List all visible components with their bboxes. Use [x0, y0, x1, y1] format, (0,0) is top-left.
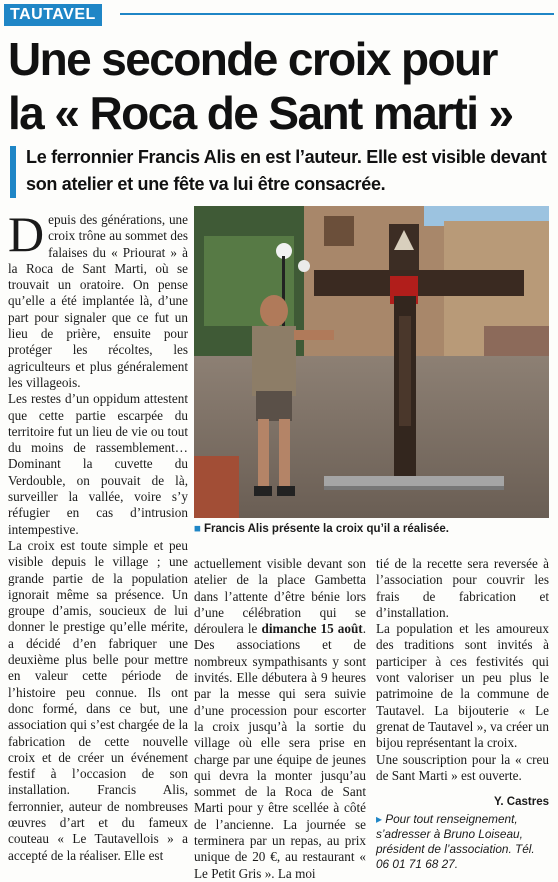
photo-caption-text: Francis Alis présente la croix qu’il a réalisée. [203, 523, 449, 535]
author-signature: Y. Castres [494, 796, 549, 809]
deck-subtitle: Le ferronnier Francis Alis en est l’auteur. Elle est visible devant son atelier et une fête va lui être consacrée. [26, 147, 547, 194]
article-column-3 [376, 556, 549, 872]
caption-marker: ■ [194, 523, 201, 535]
article-column-2 [194, 556, 366, 882]
drop-cap: D [8, 206, 45, 262]
photo-caption [194, 522, 549, 536]
headline-line-1: Une seconde croix pour [8, 33, 497, 85]
info-marker: ▸ [376, 812, 386, 827]
headline-line-2: la « Roca de Sant marti » [8, 87, 513, 139]
section-rule [120, 13, 554, 15]
paragraph-subscription: Une souscription pour la « creu de Sant Marti » est ouverte. [376, 751, 549, 783]
info-note-text: Pour tout renseignement, s’adresser à Bruno Loiseau, président de l’association. Tél. 06 01 71 68 27. [376, 812, 535, 872]
paragraph-oppidum: Les restes d’un oppidum attestent que cette partie escarpée du territoire fut un lieu de vie ou tout du moins de rassemblement… Dominant la cuvette du Verdouble, on pouvait de là, surveiller la vallée, voire s’y réfugier en cas d’intrusion intempestive. [8, 391, 188, 537]
paragraph-intro-text: epuis des générations, une croix trône au sommet des falaises du « Priourat » à la Roca de Sant Marti, où se trouvait un oratoire. On pense qu’elle a été implantée là, d’une part pour signaler que ce fut un lieu de prière, ensuite pour protéger les récoltes, les agriculteurs et plus généralement les villageois. [8, 212, 188, 390]
cross-photo-image [194, 206, 549, 518]
paragraph-population: La population et les amoureux des traditions sont invités à participer à ces festivités qui vont valoriser un peu plus le patrimoine de la commune de Tautavel. La bijouterie « Le grenat de Tautavel », va créer un bijou représentant la croix. [376, 621, 549, 751]
article-column-1 [8, 206, 188, 864]
celebration-text-b: . Des associations et de nombreux sympathisants y sont invités. Elle débutera à 9 heures par la messe qui sera suivie d’une procession pour escorter la croix jusqu’à la sortie du village où elle sera prise en charge par une équipe de jeunes qui devra la monter jusqu’au sommet de la Roca de Sant Marti pour y être scellée à côté de l’ancienne. La journée se terminera par un repas, au prix unique de 20 €, au restaurant « Le Petit Gris ». La moi [194, 621, 366, 881]
paragraph-intro [8, 206, 188, 391]
section-tag: TAUTAVEL [4, 4, 102, 26]
article-photo [194, 206, 549, 518]
celebration-date: dimanche 15 août [261, 621, 363, 637]
paragraph-celebration [194, 556, 366, 882]
paragraph-proceeds: tié de la recette sera reversée à l’association pour couvrir les frais de fabrication et d’installation. [376, 556, 549, 620]
celebration-text-a: actuellement visible devant son atelier de la place Gambetta dans l’attente d’être bénie lors d’une célébration qui se déroulera le [194, 556, 366, 637]
headline [8, 32, 554, 140]
paragraph-association: La croix est toute simple et peu visible depuis le village ; une grande partie de la population ignorait même sa présence. Un groupe d’amis, soucieux de lui donner le prestige qu’elle mérite, a décidé d’en fabriquer une deuxième plus belle pour mettre en valeur cette période de l’histoire peu connue. Ils ont donc formé, dans ce but, une association qui s’est chargée de la fabrication de cette nouvelle croix et de créer un événement festif à l’occasion de son installation. Francis Alis, ferronnier, auteur de nombreuses œuvres d’art et du fameux couteau « Le Tautavellois » a accepté de la réaliser. Elle est [8, 537, 188, 863]
info-note [376, 812, 549, 872]
deck-accent-bar [10, 146, 16, 198]
